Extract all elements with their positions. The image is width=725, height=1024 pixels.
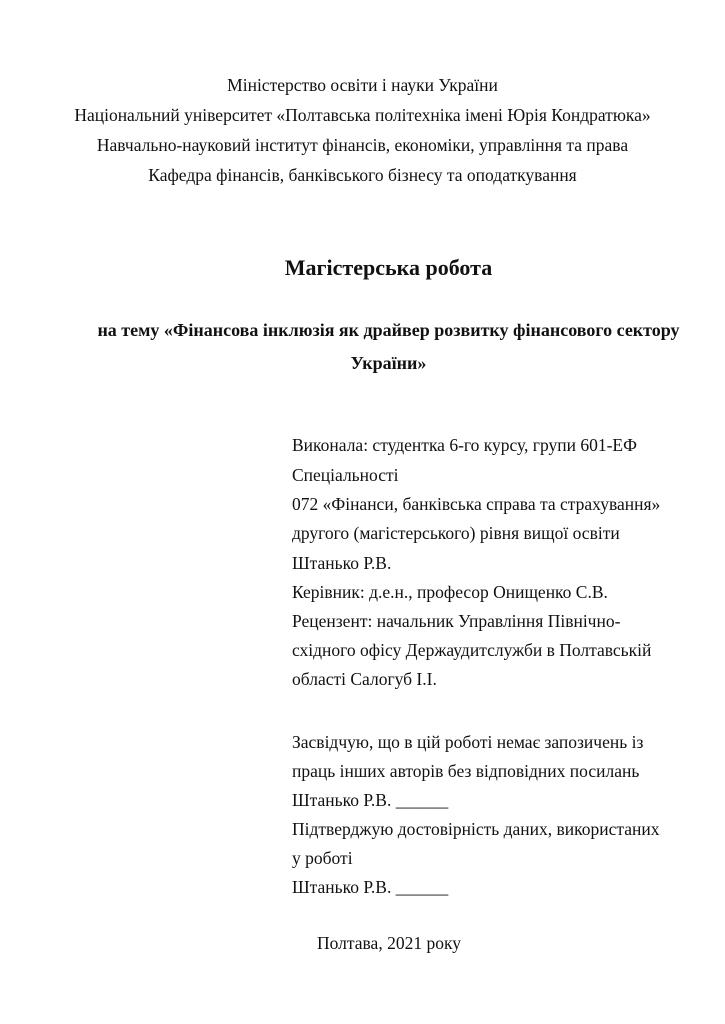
declaration-line: Підтверджую достовірність даних, використаних [292, 819, 660, 839]
reviewer-line: області Салогуб І.І. [292, 669, 437, 689]
university-line: Національний університет «Полтавська політехніка імені Юрія Кондратюка» [74, 105, 651, 125]
signature-line: Штанько Р.В. ______ [292, 790, 449, 810]
reviewer-line: східного офісу Держаудитслужби в Полтавській [292, 640, 652, 660]
author-line: 072 «Фінанси, банківська справа та страхування» [292, 494, 661, 514]
topic-line-2: України» [350, 353, 427, 373]
author-line: другого (магістерського) рівня вищої освіти [292, 523, 620, 543]
declaration-line: Засвідчую, що в цій роботі немає запозичень із [292, 732, 644, 752]
author-line: Виконала: студентка 6-го курсу, групи 601-ЕФ [292, 435, 637, 455]
author-line: Штанько Р.В. [292, 553, 392, 573]
declaration-line: праць інших авторів без відповідних посилань [292, 761, 640, 781]
supervisor-line: Керівник: д.е.н., професор Онищенко С.В. [292, 582, 608, 602]
page-title: Магістерська робота [284, 255, 493, 280]
author-line: Спеціальності [292, 465, 399, 485]
topic-line-1: на тему «Фінансова інклюзія як драйвер розвитку фінансового сектору [97, 320, 680, 340]
department-line: Кафедра фінансів, банківського бізнесу та оподаткування [148, 165, 577, 185]
reviewer-line: Рецензент: начальник Управління Північно- [292, 611, 621, 631]
institute-line: Навчально-науковий інститут фінансів, економіки, управління та права [96, 135, 629, 155]
city-year: Полтава, 2021 року [317, 933, 461, 953]
declaration-line: у роботі [292, 848, 353, 868]
ministry-line: Міністерство освіти і науки України [227, 75, 498, 95]
signature-line: Штанько Р.В. ______ [292, 877, 449, 897]
